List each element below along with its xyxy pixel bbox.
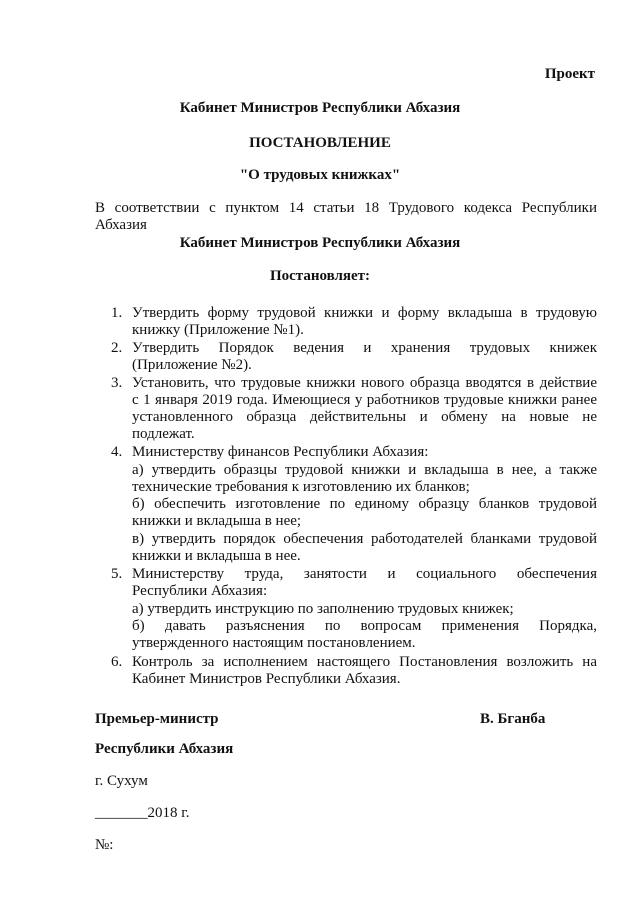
item-number: 3. (111, 375, 123, 391)
list-item (132, 444, 597, 461)
sub-item (132, 601, 597, 618)
list-item (132, 654, 597, 688)
list-item (132, 566, 597, 600)
sub-item-line: книжки и вкладыша в нее. (132, 548, 301, 564)
sub-item (132, 462, 597, 496)
item-line: Утвердить Порядок ведения и хранения трудовых книжек (132, 340, 597, 356)
item-line: Контроль за исполнением настоящего Постановления возложить на (132, 654, 597, 670)
item-line: Министерству финансов Республики Абхазия: (132, 444, 429, 460)
item-line: установленного образца действительны и обмену на новые не (132, 409, 597, 425)
item-line: Министерству труда, занятости и социального обеспечения (132, 566, 597, 582)
preamble (95, 200, 597, 234)
document-number: №: (95, 837, 114, 853)
list-item (132, 305, 597, 339)
item-line: подлежат. (132, 426, 195, 442)
sub-item-line: утвержденного настоящим постановлением. (132, 635, 416, 651)
item-number: 6. (111, 654, 123, 670)
doc-type-heading: ПОСТАНОВЛЕНИЕ (249, 135, 391, 151)
item-number: 2. (111, 340, 123, 356)
sub-item (132, 496, 597, 530)
sub-item-line: б) обеспечить изготовление по единому образцу бланков трудовой (132, 496, 597, 512)
doc-title: "О трудовых книжках" (239, 167, 401, 183)
date: _______2018 г. (95, 805, 190, 821)
sub-item (132, 618, 597, 652)
sub-item-line: а) утвердить образцы трудовой книжки и вкладыша в нее, а также (132, 462, 597, 478)
item-line: Утвердить форму трудовой книжки и форму вкладыша в трудовую (132, 305, 597, 321)
decrees-heading: Постановляет: (269, 268, 371, 284)
item-number: 5. (111, 566, 123, 582)
preamble-line-2: Абхазия (95, 217, 147, 233)
item-line: (Приложение №2). (132, 357, 252, 373)
sub-item-line: технические требования к изготовлению их бланков; (132, 479, 470, 495)
list-item (132, 375, 597, 443)
item-number: 4. (111, 444, 123, 460)
item-number: 1. (111, 305, 123, 321)
city: г. Сухум (95, 773, 148, 789)
item-line: Установить, что трудовые книжки нового образца вводятся в действие (132, 375, 597, 391)
issuer-heading: Кабинет Министров Республики Абхазия (179, 100, 461, 116)
signatory-position-line-2: Республики Абхазия (95, 741, 234, 757)
preamble-line-1: В соответствии с пунктом 14 статьи 18 Трудового кодекса Республики (95, 200, 597, 216)
item-line: книжку (Приложение №1). (132, 322, 304, 338)
signatory-name: В. Бганба (480, 711, 546, 727)
preamble-issuer: Кабинет Министров Республики Абхазия (179, 235, 461, 251)
item-line: Кабинет Министров Республики Абхазия. (132, 671, 401, 687)
sub-item-line: книжки и вкладыша в нее; (132, 513, 302, 529)
sub-item-line: б) давать разъяснения по вопросам применения Порядка, (132, 618, 597, 634)
sub-item (132, 531, 597, 565)
list-item (132, 340, 597, 374)
sub-item-line: в) утвердить порядок обеспечения работодателей бланками трудовой (132, 531, 597, 547)
draft-label: Проект (544, 66, 595, 82)
item-line: с 1 января 2019 года. Имеющиеся у работников трудовые книжки ранее (132, 392, 597, 408)
sub-item-line: а) утвердить инструкцию по заполнению трудовых книжек; (132, 601, 514, 617)
item-line: Республики Абхазия: (132, 583, 268, 599)
signatory-position: Премьер-министр (95, 711, 219, 727)
